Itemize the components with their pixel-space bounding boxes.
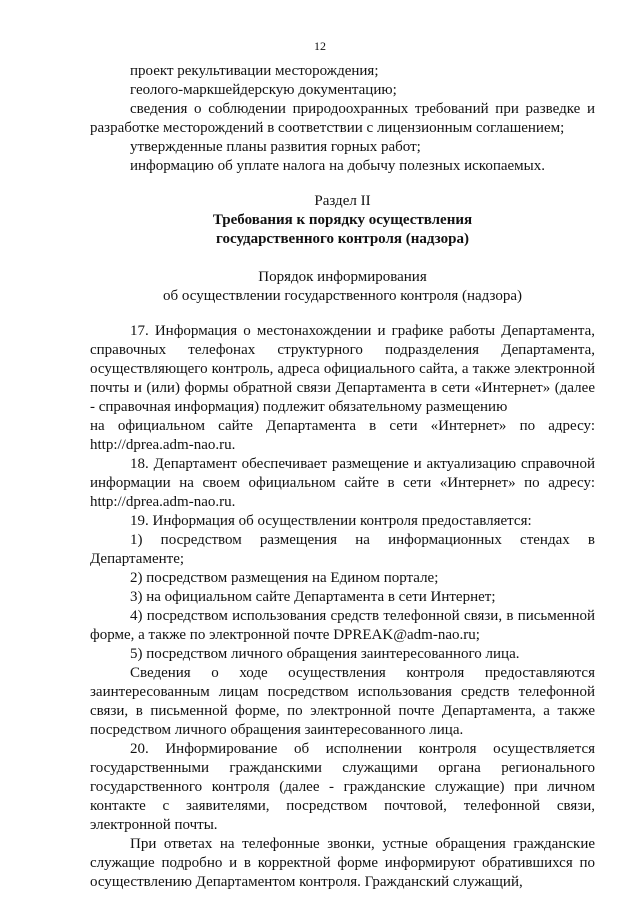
section-title-line1: Требования к порядку осуществления bbox=[212, 212, 473, 228]
paragraph-20-calls: При ответах на телефонные звонки, устные обращения гражданские служащие подробно и в корректной форме информируют обратившихся по осуществлению Департаментом контроля. Гражданский служащий, bbox=[90, 836, 595, 890]
list-item: сведения о соблюдении природоохранных требований при разведке и разработке месторождений в соответствии с лицензионным соглашением; bbox=[90, 101, 595, 136]
document-body bbox=[90, 62, 595, 892]
paragraph-19-item-2: 2) посредством размещения на Едином портале; bbox=[130, 570, 439, 586]
list-item: утвержденные планы развития горных работ; bbox=[130, 139, 421, 155]
subsection-title-line2: об осуществлении государственного контроля (надзора) bbox=[163, 288, 522, 304]
paragraph-18: 18. Департамент обеспечивает размещение и актуализацию справочной информации на своем официальном сайте в сети «Интернет» по адресу: http://dprea.adm-nao.ru. bbox=[90, 456, 595, 510]
paragraph-19-item-4: 4) посредством использования средств телефонной связи, в письменной форме, а также по электронной почте DPREAK@adm-nao.ru; bbox=[90, 608, 595, 643]
paragraph-17-continued: на официальном сайте Департамента в сети «Интернет» по адресу: http://dprea.adm-nao.ru. bbox=[90, 418, 595, 453]
section-label: Раздел II bbox=[314, 193, 371, 209]
subsection-title-line1: Порядок информирования bbox=[258, 269, 427, 285]
paragraph-17: 17. Информация о местонахождении и графике работы Департамента, справочных телефонах структурного подразделения Департамента, осуществляющего контроль, адреса официального сайта, а также электронной почты и (или) формы обратной связи Департамента в сети «Интернет» (далее - справочная информация) подлежит обязательному размещению bbox=[90, 323, 595, 415]
section-title-line2: государственного контроля (надзора) bbox=[216, 231, 469, 247]
paragraph-19-item-1: 1) посредством размещения на информационных стендах в Департаменте; bbox=[90, 532, 595, 567]
list-item: проект рекультивации месторождения; bbox=[130, 63, 379, 79]
paragraph-19-info: Сведения о ходе осуществления контроля предоставляются заинтересованным лицам посредством использования средств телефонной связи, в письменной форме, по электронной почте Департамента, а также посредством личного обращения заинтересованного лица. bbox=[90, 665, 595, 738]
paragraph-19-item-3: 3) на официальном сайте Департамента в сети Интернет; bbox=[130, 589, 496, 605]
paragraph-20: 20. Информирование об исполнении контроля осуществляется государственными гражданскими служащими органа регионального государственного контроля (далее - гражданские служащие) при личном контакте с заявителями, посредством почтовой, телефонной связи, электронной почты. bbox=[90, 741, 595, 833]
paragraph-19: 19. Информация об осуществлении контроля предоставляется: bbox=[130, 513, 532, 529]
list-item: информацию об уплате налога на добычу полезных ископаемых. bbox=[130, 158, 545, 174]
page-number: 12 bbox=[314, 39, 326, 53]
list-item: геолого-маркшейдерскую документацию; bbox=[130, 82, 397, 98]
paragraph-19-item-5: 5) посредством личного обращения заинтересованного лица. bbox=[130, 646, 520, 662]
